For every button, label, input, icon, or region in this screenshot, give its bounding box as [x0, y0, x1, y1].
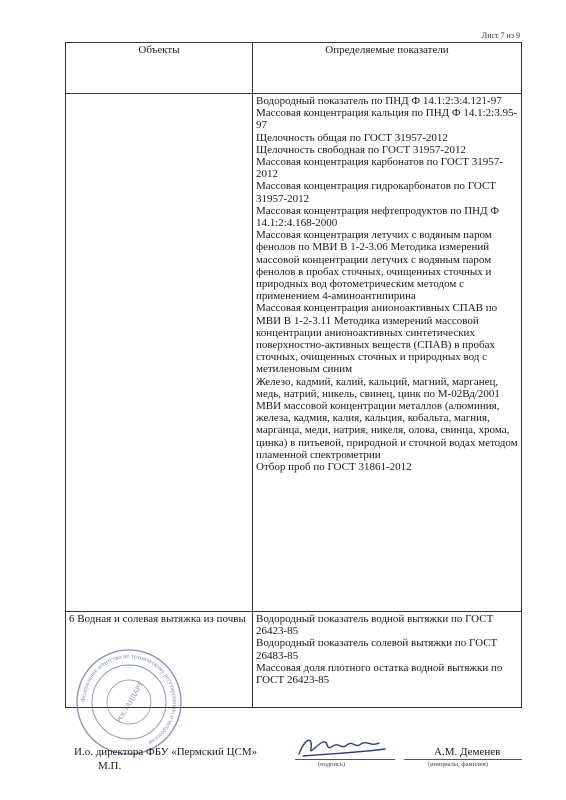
signature-line: [295, 759, 395, 760]
name-line: [404, 759, 522, 760]
indicator-item: Массовая доля плотного остатка водной вытяжки по ГОСТ 26423-85: [256, 661, 503, 687]
indicator-item: Массовая концентрация анионоактивных СПАВ по МВИ В 1-2-3.11 Методика измерений массовой концентрации анионоактивных синтетических поверхностно-активных веществ (СПАВ) в пробах сточных, очищенных сточных и природных вод с метиленовым синим: [256, 302, 498, 376]
indicator-item: Щелочность свободная по ГОСТ 31957-2012: [256, 143, 467, 156]
indicator-item: Отбор проб по ГОСТ 31861-2012: [256, 461, 412, 474]
indicators-table: [65, 42, 522, 708]
object-cell: [66, 94, 253, 612]
table-header-row: [66, 43, 522, 94]
indicator-item: Массовая концентрация карбонатов по ГОСТ 31957-2012: [256, 156, 503, 181]
object-label: 6 Водная и солевая вытяжка из почвы: [69, 613, 246, 625]
signatory-position: И.о. директора ФБУ «Пермский ЦСМ»: [74, 746, 258, 758]
seal-place-label: М.П.: [98, 760, 122, 772]
indicator-item: Водородный показатель по ПНД Ф 14.1:2:3:4.121-97: [256, 95, 502, 107]
svg-text:РОСТАНДАРТ: РОСТАНДАРТ: [114, 680, 145, 725]
column-header-indicators: Определяемые показатели: [253, 43, 522, 94]
signatory-name: А.М. Деменев: [434, 746, 501, 758]
svg-text:Федеральное агентство по техни: Федеральное агентство по техническому регулированию и метрологии: [79, 652, 179, 747]
indicator-item: Массовая концентрация кальция по ПНД Ф 14.1:2:3.95-97: [256, 107, 518, 132]
indicators-cell: [253, 612, 522, 708]
table-row: [66, 94, 522, 612]
indicator-item: Массовая концентрация нефтепродуктов по ПНД Ф 14.1:2:4.168-2000: [256, 204, 500, 230]
indicator-item: Массовая концентрация летучих с водяным паром фенолов по МВИ В 1-2-3.06 Методика измерений массовой концентрации летучих с водяным паром фенолов в пробах сточных, очищенных сточных и природных вод фотометрическим методом с применением 4-аминоантипирина: [256, 229, 492, 303]
indicator-item: Массовая концентрация гидрокарбонатов по ГОСТ 31957-2012: [256, 180, 497, 205]
column-header-objects: Объекты: [66, 43, 253, 94]
indicator-item: Водородный показатель солевой вытяжки по ГОСТ 26483-85: [256, 637, 498, 662]
indicator-item: Щелочность общая по ГОСТ 31957-2012: [256, 131, 448, 144]
page-number: Лист 7 из 9: [481, 31, 520, 40]
indicators-cell: [253, 94, 522, 612]
signature-caption: (подпись): [318, 761, 345, 768]
handwritten-signature-icon: [295, 734, 390, 762]
indicator-item: Водородный показатель водной вытяжки по ГОСТ 26423-85: [256, 613, 494, 638]
name-caption: (инициалы, фамилия): [428, 761, 488, 768]
indicator-item: Железо, кадмий, калий, кальций, магний, марганец, медь, натрий, никель, свинец, цинк по М-02Вд/2001 МВИ массовой концентрации металлов (алюминия, железа, кадмия, калия, кальция, кобальта, магния, марганца, меди, натрия, никеля, олова, свинца, хрома, цинка) в питьевой, природной и сточной водах методом пламенной спектрометрии: [256, 375, 518, 461]
signature-block: [0, 746, 566, 800]
official-stamp-icon: [75, 648, 183, 756]
